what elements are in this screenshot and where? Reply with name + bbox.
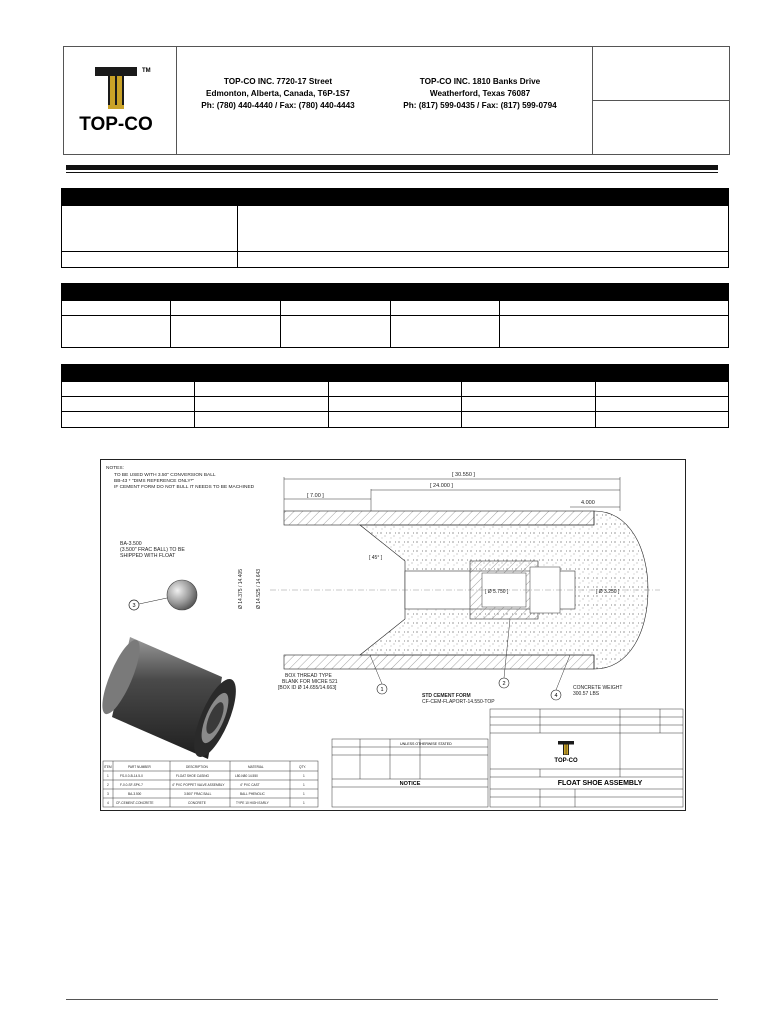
- section-callouts: [278, 673, 622, 705]
- address-line: Ph: (817) 599-0435 / Fax: (817) 599-0794: [403, 101, 557, 110]
- bom-cell: BALL PHENOLIC: [240, 792, 265, 796]
- address-weatherford: [380, 76, 580, 112]
- header-rule: [66, 172, 718, 173]
- table-row: [61, 300, 729, 316]
- table-row: [61, 411, 729, 428]
- callout-text: BA-3.500: [120, 541, 142, 547]
- note: IF CEMENT FORM DO NOT BULL IT NEEDS TO BE MACHINED: [114, 485, 255, 490]
- section-bar: [61, 188, 729, 205]
- bom-cell: 3: [107, 792, 109, 796]
- callout-text: BLANK FOR MICRE 521: [282, 679, 338, 685]
- bom-header: PART NUMBER: [128, 765, 151, 769]
- callout-text: 300.57 LBS: [573, 691, 600, 697]
- dim-diameter: Ø 14.525 / 14.643: [256, 568, 262, 609]
- address-line: Weatherford, Texas 76087: [429, 89, 531, 98]
- bom-cell: 1: [303, 792, 305, 796]
- notice-label: NOTICE: [399, 781, 421, 787]
- bom-header: MATERIAL: [248, 765, 264, 769]
- header-rule: [66, 165, 718, 170]
- drawing-canvas: [100, 459, 686, 811]
- table-row: [61, 205, 729, 252]
- ball-callout: [120, 541, 185, 559]
- address-line: Edmonton, Alberta, Canada, T6P-1S7: [206, 89, 350, 98]
- callout-text: (3.500" FRAC BALL) TO BE: [120, 547, 185, 553]
- callout-text: BOX THREAD TYPE: [285, 673, 332, 679]
- balloon-label: 1: [380, 687, 384, 693]
- table-row: [61, 251, 729, 268]
- drawing-title: FLOAT SHOE ASSEMBLY: [557, 780, 643, 787]
- table-row: [61, 396, 729, 412]
- bom-cell: FLOAT SHOE CASING: [176, 774, 210, 778]
- dim-overall: [ 30.550 ]: [452, 472, 475, 478]
- title-block-grid: [332, 709, 683, 807]
- address-edmonton: [178, 76, 378, 112]
- balloon-label: 4: [554, 693, 558, 699]
- callout-text: STD CEMENT FORM: [422, 693, 471, 699]
- logo-tm: TM: [142, 68, 151, 74]
- bom-cell: 1: [303, 774, 305, 778]
- dim-right: 4.000: [581, 500, 595, 506]
- dim-left: [ 7.00 ]: [307, 493, 324, 499]
- address-line: TOP-CO INC. 1810 Banks Drive: [419, 77, 541, 86]
- callout-text: SHIPPED WITH FLOAT: [120, 553, 176, 559]
- address-line: Ph: (780) 440-4440 / Fax: (780) 440-4443: [201, 101, 355, 110]
- bom-cell: 2: [107, 783, 109, 787]
- balloon-label: 3: [132, 603, 136, 609]
- section-bar: [61, 364, 729, 381]
- company-logo: [66, 62, 174, 142]
- bom-cell: 1: [303, 783, 305, 787]
- letterhead-divider: [592, 100, 730, 101]
- note: TO BE USED WITH 3.50" CONVERSION BALL: [114, 473, 216, 478]
- section-bar: [61, 283, 729, 300]
- dim-center: [ Ø 5.750 ]: [485, 589, 509, 595]
- letterhead-divider: [176, 46, 177, 155]
- frac-ball: [167, 580, 197, 610]
- dim-diameter: Ø 14.375 / 14.405: [238, 568, 244, 609]
- callout-text: CF-CEM-FLAPORT-14.550-TOP: [422, 699, 495, 705]
- title-block: [400, 741, 643, 787]
- bom-cell: L80-N80 14.550: [235, 774, 258, 778]
- bom-header: DESCRIPTION: [186, 765, 208, 769]
- footer-rule: [66, 999, 718, 1000]
- bom-cell: FS-0.0-B-14.5-0: [120, 774, 143, 778]
- dim-center: [ Ø 3.250 ]: [596, 589, 620, 595]
- bom-cell: 1: [107, 774, 109, 778]
- title-block-logo: [554, 741, 578, 764]
- bom-cell: F-0.0-SF-SPK-7: [120, 783, 143, 787]
- bom-cell: 3.500" FRAC BALL: [184, 792, 212, 796]
- callout-text: [BOX ID Ø 14.655/14.663]: [278, 685, 337, 691]
- table-row: [61, 315, 729, 348]
- bom-cell: 4" PVC CAST: [240, 783, 260, 787]
- logo-wordmark: TOP-CO: [79, 114, 153, 135]
- tolerance-title: UNLESS OTHERWISE STATED: [400, 742, 452, 746]
- angle-label: [ 45° ]: [369, 555, 383, 561]
- float-shoe-render: [100, 636, 244, 762]
- balloon-label: 2: [502, 681, 506, 687]
- dim-inner: [ 24.000 ]: [430, 483, 453, 489]
- notes-title: NOTES:: [106, 466, 124, 471]
- bom-header: QTY.: [299, 765, 307, 769]
- title-block-company: TOP-CO: [554, 758, 578, 764]
- bom-cell: 4" PVC POPPET VALVE ASSEMBLY: [172, 783, 225, 787]
- bom-cell: TYPE 10 HIGH EARLY: [236, 801, 269, 805]
- callout-text: CONCRETE WEIGHT: [573, 685, 623, 691]
- bom-cell: 1: [303, 801, 305, 805]
- address-line: TOP-CO INC. 7720-17 Street: [223, 77, 333, 86]
- bom-cell: CF-CEMENT-CONCRETE: [116, 801, 154, 805]
- bom-header: ITEM: [104, 765, 112, 769]
- note: BB-43 * "DIMS REFERENCE ONLY*": [114, 479, 195, 484]
- bom-cell: BA-3.500: [128, 792, 142, 796]
- dimension-labels: [307, 472, 595, 506]
- drawing-notes: [106, 465, 255, 490]
- table-row: [61, 381, 729, 397]
- bom-cell: 4: [107, 801, 109, 805]
- bom-cell: CONCRETE: [188, 801, 206, 805]
